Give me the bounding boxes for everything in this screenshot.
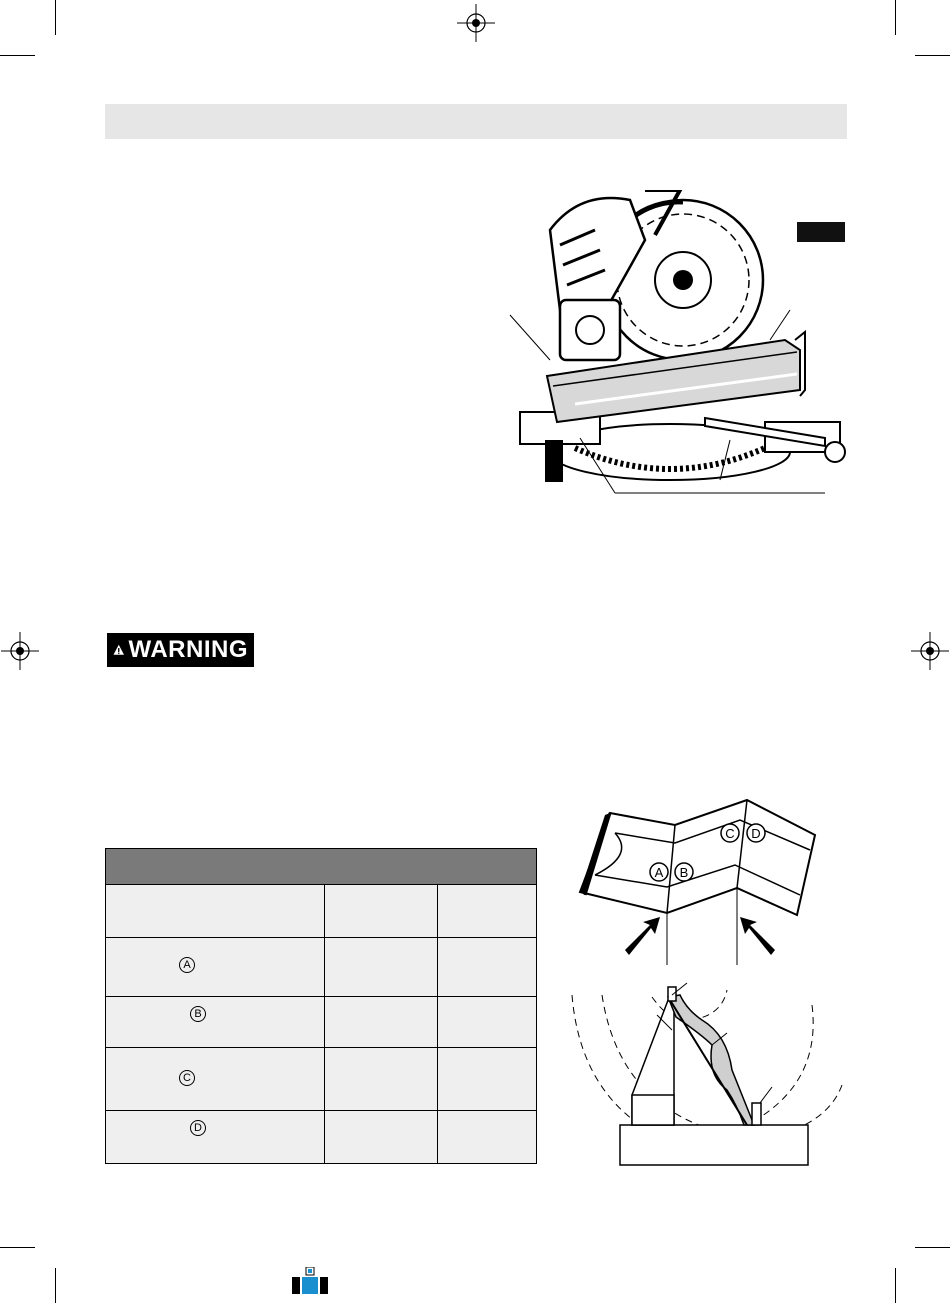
table-cell	[438, 1048, 537, 1111]
table-subheader-cell	[438, 885, 537, 938]
crop-mark	[0, 1247, 35, 1248]
table-subheader-cell	[325, 885, 438, 938]
table-cell-label	[106, 997, 325, 1048]
callout-circle: B	[190, 1006, 206, 1022]
registration-mark-icon	[911, 632, 949, 670]
section-header-band	[105, 104, 847, 139]
table-cell-label	[106, 1048, 325, 1111]
warning-label: WARNING	[128, 636, 248, 663]
crop-mark	[0, 55, 35, 56]
registration-mark-icon	[457, 4, 495, 42]
warning-badge	[107, 633, 254, 667]
crop-mark	[915, 1247, 950, 1248]
table-cell	[325, 1111, 438, 1164]
callout-circle: C	[179, 1070, 195, 1086]
table-cell	[325, 938, 438, 997]
crop-mark	[915, 55, 950, 56]
crown-molding-corner-diagram	[575, 795, 820, 970]
callout-circle: A	[179, 957, 195, 973]
callout-b-label: B	[679, 865, 689, 880]
table-subheader-cell	[106, 885, 325, 938]
table-cell	[325, 997, 438, 1048]
registration-mark-icon	[1, 632, 39, 670]
warning-triangle-icon	[113, 638, 125, 662]
miter-saw-illustration	[505, 190, 850, 500]
table-cell	[438, 997, 537, 1048]
table-cell	[325, 1048, 438, 1111]
crop-mark	[895, 1268, 896, 1303]
crop-mark	[895, 0, 896, 35]
callout-c-label: C	[725, 826, 735, 841]
table-cell-label	[106, 938, 325, 997]
table-row	[106, 1048, 537, 1111]
crop-mark	[55, 0, 56, 35]
table-header-cell	[106, 849, 537, 885]
publisher-logo-icon	[291, 1267, 329, 1295]
crown-molding-table	[105, 848, 537, 1164]
table-cell	[438, 938, 537, 997]
crop-mark	[55, 1268, 56, 1303]
table-cell	[438, 1111, 537, 1164]
table-row	[106, 997, 537, 1048]
table-cell-label	[106, 1111, 325, 1164]
table-header-row	[106, 849, 537, 885]
table-row	[106, 1111, 537, 1164]
callout-d-label: D	[751, 826, 761, 841]
table-row	[106, 938, 537, 997]
callout-circle: D	[190, 1120, 206, 1136]
crown-molding-fence-diagram	[562, 975, 847, 1167]
table-subheader-row	[106, 885, 537, 938]
callout-a-label: A	[654, 865, 664, 880]
